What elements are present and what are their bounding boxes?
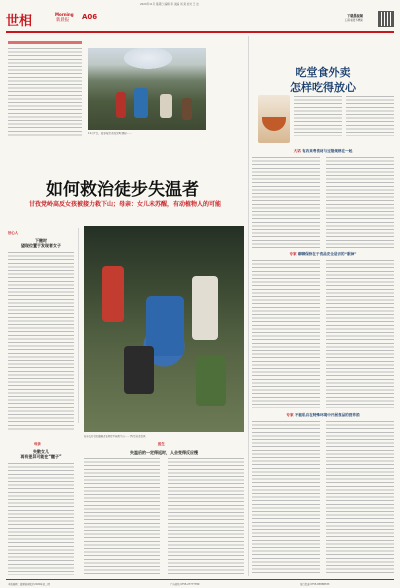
right-title-1: 吃堂食外卖 xyxy=(295,66,351,79)
page-code: A06 xyxy=(82,13,98,21)
side-tag: 好心人 xyxy=(8,231,19,235)
photo-caption: 11月7日，徒步爱好者在党岭遇险…… xyxy=(88,132,132,135)
section-2-tag: 专家 xyxy=(289,252,297,256)
rescue-person-3 xyxy=(160,94,172,118)
rescuer-dark xyxy=(124,346,154,394)
right-sec3-col2 xyxy=(326,421,394,575)
footer-mid: 广告热线 0755-27777780 xyxy=(170,583,200,586)
footer-rule xyxy=(6,579,394,580)
rescue-person-4 xyxy=(182,98,192,120)
doctor-text-col2 xyxy=(168,458,244,575)
right-section-2-title xyxy=(252,252,394,257)
section-2-text: 聊聊保持在于食品安全是否的“眼神” xyxy=(297,252,357,256)
right-section-3-title xyxy=(252,413,394,418)
right-intro-2 xyxy=(346,96,394,136)
col-divider-main xyxy=(248,36,249,576)
side-text xyxy=(8,252,74,430)
side-title: 下撤时 望现位置于发现者女子 xyxy=(21,238,61,248)
rescuer-green xyxy=(196,356,226,406)
col-divider-1 xyxy=(78,228,79,423)
rescue-person-2 xyxy=(134,88,148,118)
doctor-text-col1 xyxy=(84,458,160,575)
brand-line1: Morning xyxy=(55,12,74,17)
intro-lead xyxy=(8,41,82,44)
mother-text xyxy=(8,463,74,575)
sub-headline: 甘孜党岭高反女孩被接力救下山；母亲：女儿未苏醒，有动植物人的可能 xyxy=(28,201,221,208)
qr-code[interactable] xyxy=(378,11,394,27)
right-sec2-col2 xyxy=(326,260,394,408)
rescuer-red xyxy=(102,266,124,322)
main-headline: 如何救治徒步失温者 xyxy=(46,180,199,200)
right-title-2: 怎样吃得放心 xyxy=(290,81,356,94)
date-line: 2020年11月 星期日 编辑 李 美编 刘 爽 校对 王 洁 xyxy=(140,3,199,6)
header-rule xyxy=(6,31,394,33)
right-sec2-col1 xyxy=(252,260,320,408)
doctor-tag: 医生 xyxy=(158,442,165,446)
right-sec1-col1 xyxy=(252,157,320,249)
brand-line2: 新晨报 xyxy=(56,18,70,23)
right-section-1-title xyxy=(252,149,394,154)
section-title: 世相 xyxy=(6,14,33,29)
rescue-person-1 xyxy=(116,92,126,118)
section-3-tag: 专家 xyxy=(286,413,294,417)
stretcher-photo xyxy=(84,226,244,432)
mother-title: 失散女儿 再有差异可能在“醒子” xyxy=(20,449,62,459)
footer-left: 本版编辑：蓝颖新闻报社2020年第二期 xyxy=(8,583,50,586)
right-sec1-col2 xyxy=(326,157,394,249)
stretcher-caption: 徒步爱好者的遇难者在救援中被救下山…… 图/受访者提供 xyxy=(84,435,146,438)
right-intro-1 xyxy=(294,96,342,136)
section-3-text: 不能私自在特殊环境中开展食品的营养消 xyxy=(294,413,360,417)
section-1-tag: 大话 xyxy=(293,149,301,153)
right-sec3-col1 xyxy=(252,421,320,575)
food-photo xyxy=(258,95,290,143)
mother-tag: 母亲 xyxy=(34,442,41,446)
rescuer-white xyxy=(192,276,218,340)
section-1-text: 有店来粤食材与过错规格在一起 xyxy=(302,149,353,153)
masthead xyxy=(0,0,400,40)
footer-right: 发行投递 0755-83888333 xyxy=(300,583,330,586)
doctor-title: 失温后的一定得返时，人会变得反应慢 xyxy=(130,450,198,455)
intro-text xyxy=(8,48,82,136)
download-label: 下载晨视频 xyxy=(347,14,363,18)
rescue-photo xyxy=(88,48,206,130)
bowl-icon xyxy=(262,117,286,131)
download-sub: 扫码看更多精彩 xyxy=(345,19,364,22)
